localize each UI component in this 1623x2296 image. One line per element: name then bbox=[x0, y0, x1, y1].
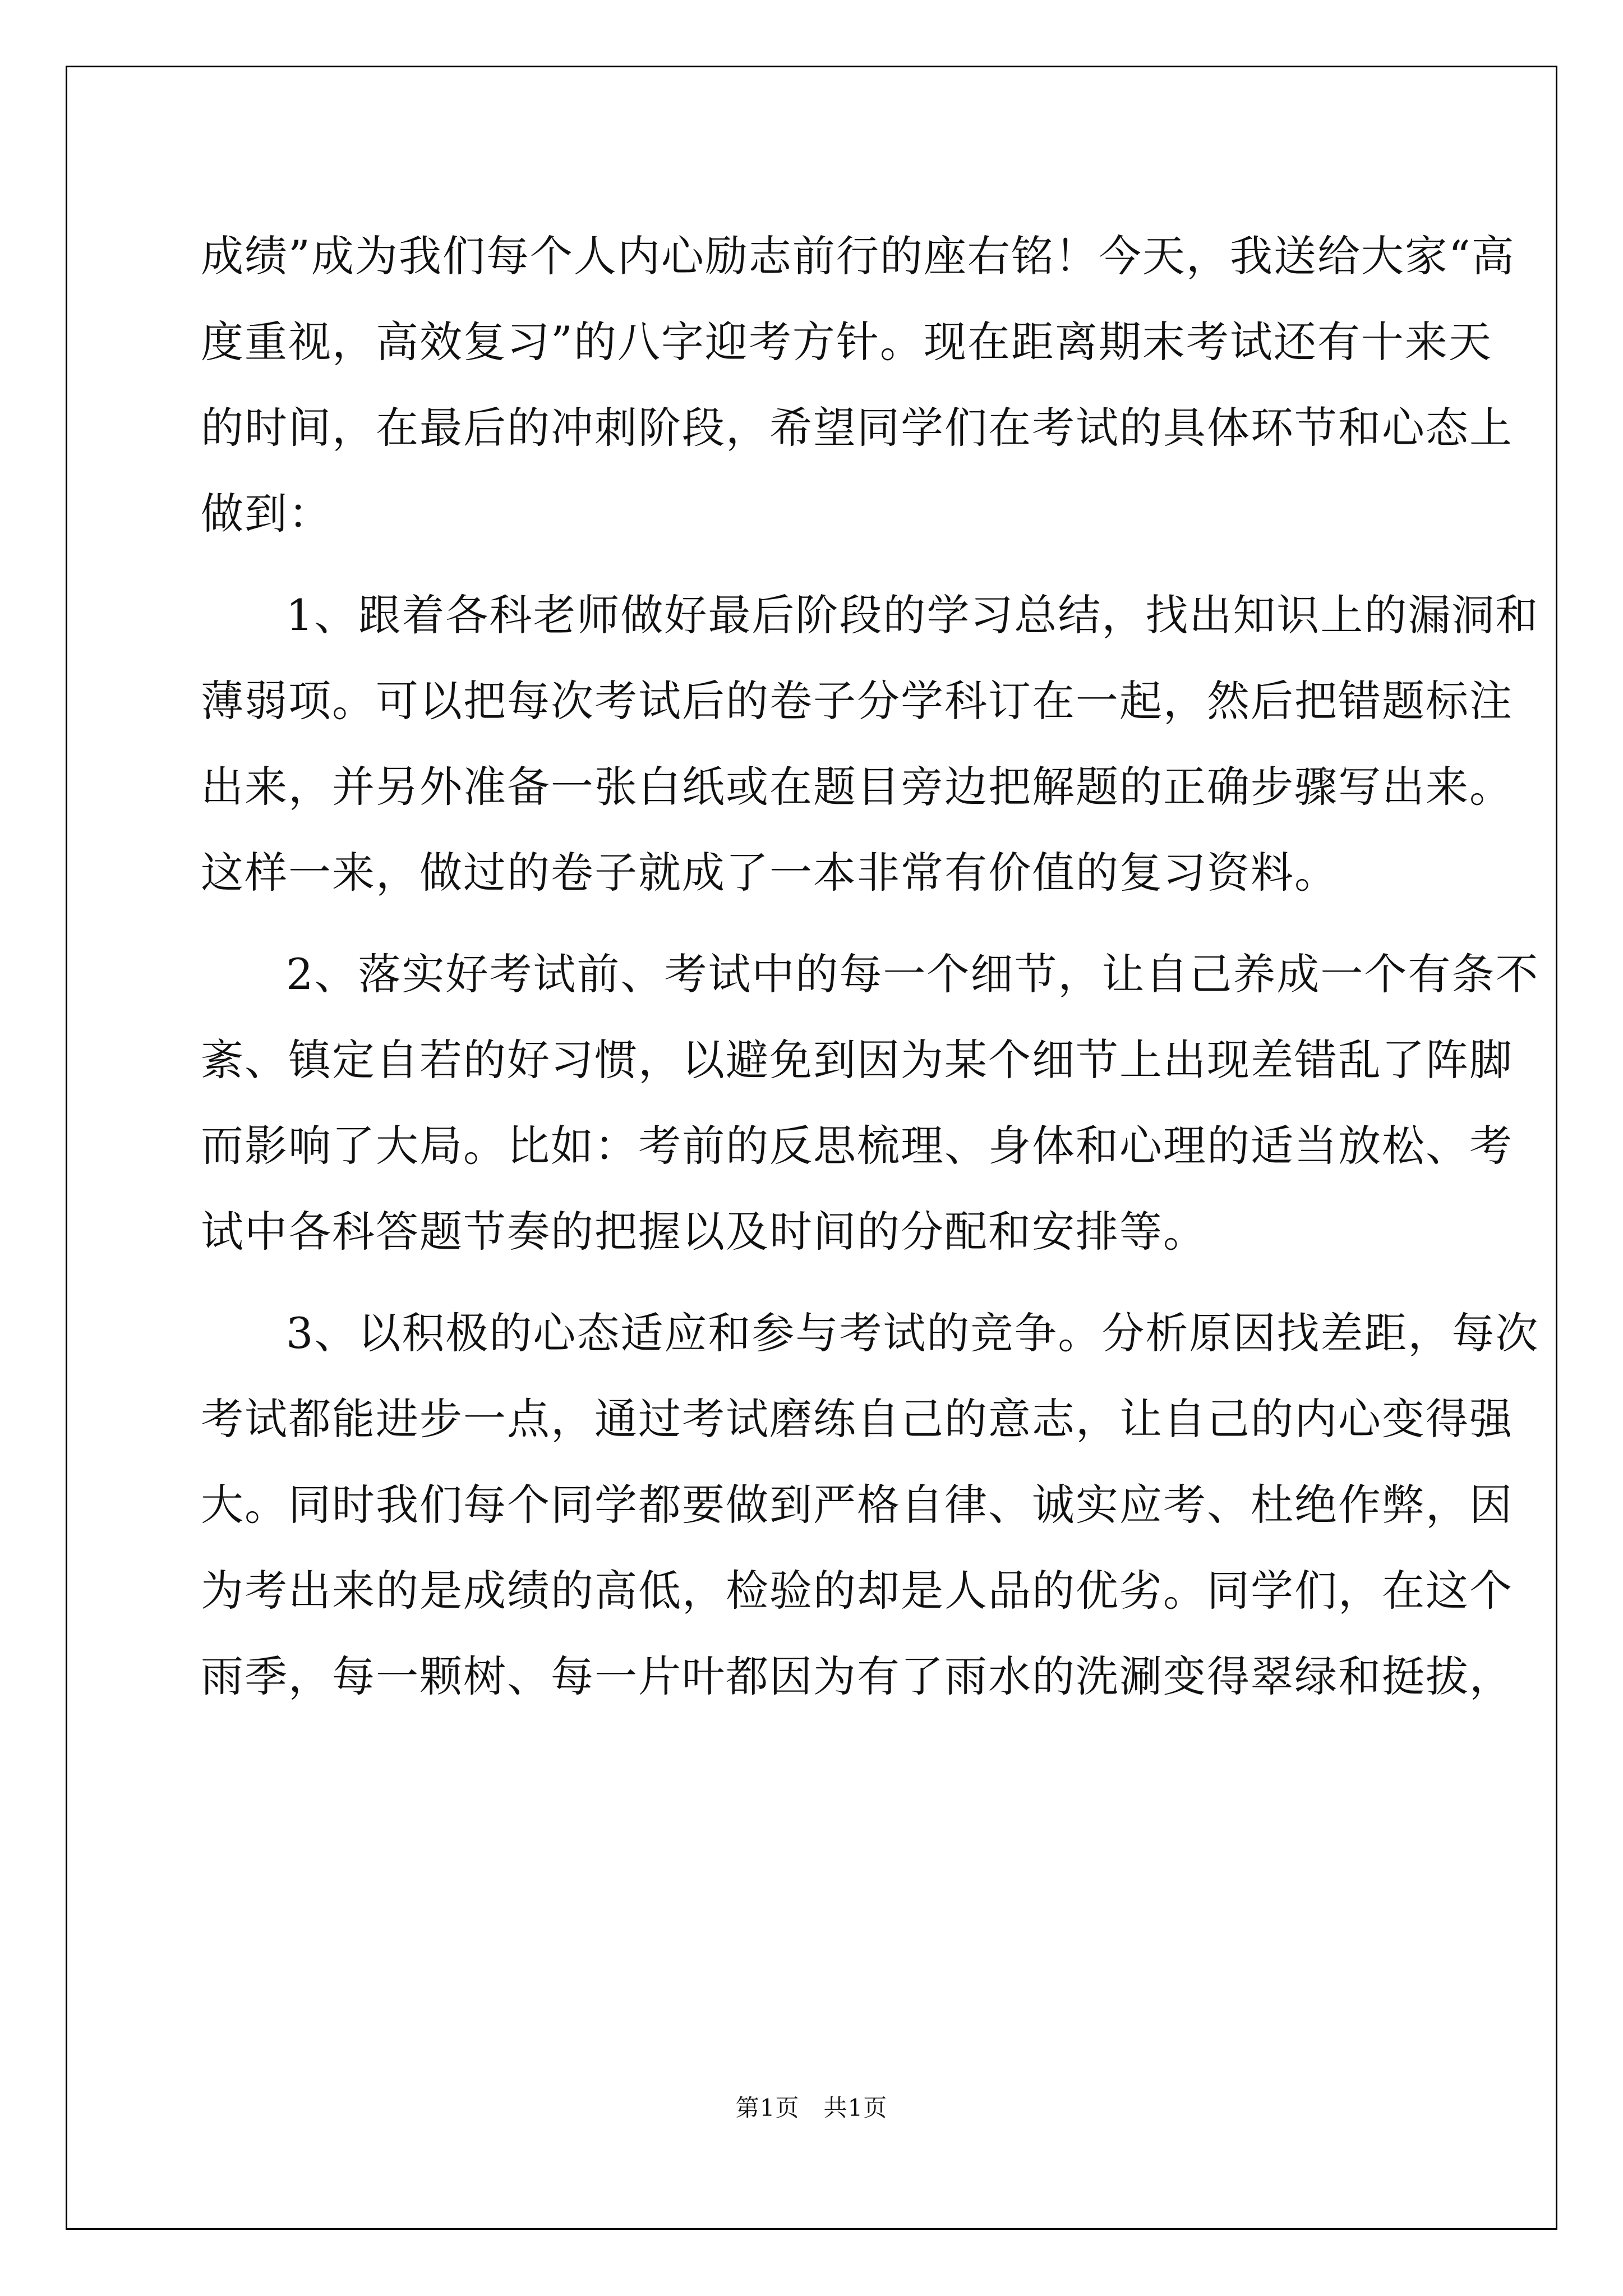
text-line: 薄弱项。可以把每次考试后的卷子分学科订在一起，然后把错题标注 bbox=[201, 676, 1513, 726]
text-line: 出来，并另外准备一张白纸或在题目旁边把解题的正确步骤写出来。 bbox=[201, 762, 1513, 812]
text-line: 而影响了大局。比如：考前的反思梳理、身体和心理的适当放松、考 bbox=[201, 1121, 1513, 1171]
text-line: 紊、镇定自若的好习惯，以避免到因为某个细节上出现差错乱了阵脚 bbox=[201, 1035, 1513, 1085]
text-line: 这样一来，做过的卷子就成了一本非常有价值的复习资料。 bbox=[201, 848, 1338, 898]
text-line: 的时间，在最后的冲刺阶段，希望同学们在考试的具体环节和心态上 bbox=[201, 403, 1513, 453]
text-line: 考试都能进步一点，通过考试磨练自己的意志，让自己的内心变得强 bbox=[201, 1394, 1513, 1444]
text-line: 1、跟着各科老师做好最后阶段的学习总结，找出知识上的漏洞和 bbox=[286, 590, 1539, 640]
text-line: 成绩”成为我们每个人内心励志前行的座右铭！今天，我送给大家“高 bbox=[201, 231, 1515, 281]
text-line: 2、落实好考试前、考试中的每一个细节，让自己养成一个有条不 bbox=[286, 949, 1539, 999]
text-line: 度重视，高效复习”的八字迎考方针。现在距离期末考试还有十来天 bbox=[201, 317, 1492, 367]
text-line: 雨季，每一颗树、每一片叶都因为有了雨水的洗涮变得翠绿和挺拔， bbox=[201, 1651, 1513, 1701]
page-footer: 第1页 共1页 bbox=[735, 2094, 888, 2122]
text-line: 大。同时我们每个同学都要做到严格自律、诚实应考、杜绝作弊，因 bbox=[201, 1480, 1513, 1530]
text-line: 做到： bbox=[201, 489, 332, 539]
document-body bbox=[201, 213, 1539, 1719]
text-line: 试中各科答题节奏的把握以及时间的分配和安排等。 bbox=[201, 1207, 1207, 1257]
text-line: 3、以积极的心态适应和参与考试的竞争。分析原因找差距，每次 bbox=[286, 1308, 1539, 1358]
text-line: 为考出来的是成绩的高低，检验的却是人品的优劣。同学们，在这个 bbox=[201, 1566, 1513, 1616]
